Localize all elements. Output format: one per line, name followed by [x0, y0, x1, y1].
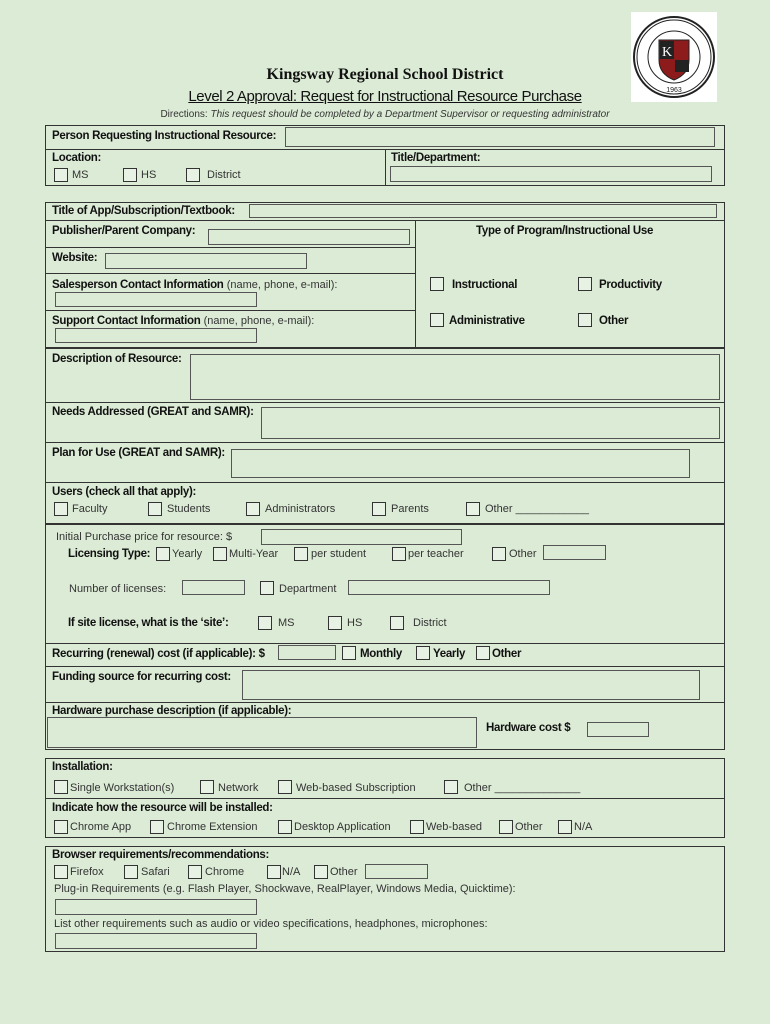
productivity-label: Productivity [599, 279, 662, 291]
ins-desktop-label: Desktop Application [294, 821, 391, 833]
plan-label: Plan for Use (GREAT and SAMR): [52, 447, 225, 459]
support-contact-input[interactable] [55, 328, 257, 343]
directions-label: Directions: [160, 109, 208, 120]
website-label: Website: [52, 252, 98, 264]
other-req-label: List other requirements such as audio or video specifications, headphones, microphones: [54, 918, 488, 930]
location-district-checkbox[interactable] [186, 168, 200, 182]
directions [0, 109, 770, 120]
support-contact-label [52, 315, 314, 327]
form-subtitle: Level 2 Approval: Request for Instructional Resource Purchase [188, 88, 582, 105]
site-hs-checkbox[interactable] [328, 616, 342, 630]
publisher-label: Publisher/Parent Company: [52, 225, 196, 237]
location-label: Location: [52, 152, 102, 164]
ins-chromeapp-label: Chrome App [70, 821, 132, 833]
lic-perteacher-checkbox[interactable] [392, 547, 406, 561]
sales-contact-input[interactable] [55, 292, 257, 307]
ins-chromeapp-checkbox[interactable] [54, 820, 68, 834]
district-title: Kingsway Regional School District [266, 66, 504, 83]
recurring-yearly-checkbox[interactable] [416, 646, 430, 660]
department-label: Department [279, 583, 337, 595]
needs-input[interactable] [261, 407, 720, 439]
br-other-checkbox[interactable] [314, 865, 328, 879]
users-admin-label: Administrators [265, 503, 336, 515]
installed-label: Indicate how the resource will be installed: [52, 802, 273, 814]
support-label-bold: Support Contact Information [52, 315, 201, 327]
seal-letter: K [661, 45, 673, 60]
funding-input[interactable] [242, 670, 700, 700]
ins-na-label: N/A [574, 821, 593, 833]
br-chrome-checkbox[interactable] [188, 865, 202, 879]
lic-perstudent-checkbox[interactable] [294, 547, 308, 561]
users-students-checkbox[interactable] [148, 502, 162, 516]
ins-webbased-label: Web-based [426, 821, 483, 833]
needs-label: Needs Addressed (GREAT and SAMR): [52, 406, 254, 418]
initial-price-label: Initial Purchase price for resource: $ [56, 531, 233, 543]
recurring-label: Recurring (renewal) cost (if applicable): $ [52, 648, 265, 660]
hardware-label: Hardware purchase description (if applicable): [52, 705, 292, 717]
sales-label-bold: Salesperson Contact Information [52, 279, 224, 291]
br-na-checkbox[interactable] [267, 865, 281, 879]
users-faculty-label: Faculty [72, 503, 108, 515]
publisher-input[interactable] [208, 229, 410, 245]
person-label: Person Requesting Instructional Resource: [52, 130, 277, 142]
br-firefox-checkbox[interactable] [54, 865, 68, 879]
location-ms-checkbox[interactable] [54, 168, 68, 182]
users-other-label: Other ____________ [485, 503, 589, 515]
department-input[interactable] [348, 580, 550, 595]
description-label: Description of Resource: [52, 353, 182, 365]
location-hs-checkbox[interactable] [123, 168, 137, 182]
plugin-input[interactable] [55, 899, 257, 915]
sales-contact-label [52, 279, 337, 291]
users-students-label: Students [167, 503, 211, 515]
program-type-label: Type of Program/Instructional Use [476, 225, 654, 237]
ins-na-checkbox[interactable] [558, 820, 572, 834]
users-label: Users (check all that apply): [52, 486, 197, 498]
hardware-input[interactable] [47, 717, 477, 748]
department-checkbox[interactable] [260, 581, 274, 595]
administrative-checkbox[interactable] [430, 313, 444, 327]
ins-chromeext-checkbox[interactable] [150, 820, 164, 834]
site-hs-label: HS [347, 617, 363, 629]
br-firefox-label: Firefox [70, 866, 104, 878]
location-hs-label: HS [141, 169, 157, 181]
hardware-cost-input[interactable] [587, 722, 649, 737]
br-na-label: N/A [282, 866, 301, 878]
lic-multiyear-checkbox[interactable] [213, 547, 227, 561]
app-title-label: Title of App/Subscription/Textbook: [52, 205, 235, 217]
lic-multiyear-label: Multi-Year [229, 548, 279, 560]
funding-label: Funding source for recurring cost: [52, 671, 231, 683]
inst-single-label: Single Workstation(s) [70, 782, 175, 794]
support-hint: (name, phone, e-mail): [203, 315, 315, 327]
hardware-cost-label: Hardware cost $ [486, 722, 571, 734]
recurring-yearly-label: Yearly [433, 648, 466, 660]
lic-perteacher-label: per teacher [408, 548, 464, 560]
title-dept-label: Title/Department: [391, 152, 481, 164]
br-other-label: Other [330, 866, 358, 878]
lic-other-input[interactable] [543, 545, 606, 560]
num-licenses-input[interactable] [182, 580, 245, 595]
recurring-monthly-checkbox[interactable] [342, 646, 356, 660]
program-other-checkbox[interactable] [578, 313, 592, 327]
ins-other-checkbox[interactable] [499, 820, 513, 834]
site-district-checkbox[interactable] [390, 616, 404, 630]
site-ms-checkbox[interactable] [258, 616, 272, 630]
lic-yearly-checkbox[interactable] [156, 547, 170, 561]
recurring-input[interactable] [278, 645, 336, 660]
ins-other-label: Other [515, 821, 543, 833]
ins-desktop-checkbox[interactable] [278, 820, 292, 834]
administrative-label: Administrative [449, 315, 525, 327]
plan-input[interactable] [231, 449, 690, 478]
program-other-label: Other [599, 315, 629, 327]
users-parents-checkbox[interactable] [372, 502, 386, 516]
licensing-label: Licensing Type: [68, 548, 151, 560]
site-ms-label: MS [278, 617, 295, 629]
inst-network-checkbox[interactable] [200, 780, 214, 794]
recurring-other-checkbox[interactable] [476, 646, 490, 660]
lic-yearly-label: Yearly [172, 548, 203, 560]
plugin-label: Plug-in Requirements (e.g. Flash Player, Shockwave, RealPlayer, Windows Media, Quicktime): [54, 883, 516, 895]
seal-year: 1963 [666, 87, 682, 94]
description-input[interactable] [190, 354, 720, 400]
users-parents-label: Parents [391, 503, 429, 515]
site-district-label: District [413, 617, 447, 629]
inst-web-checkbox[interactable] [278, 780, 292, 794]
initial-price-input[interactable] [261, 529, 462, 545]
instructional-checkbox[interactable] [430, 277, 444, 291]
installation-label: Installation: [52, 761, 113, 773]
users-other-checkbox[interactable] [466, 502, 480, 516]
app-title-input[interactable] [249, 204, 717, 218]
ins-chromeext-label: Chrome Extension [167, 821, 258, 833]
recurring-monthly-label: Monthly [360, 648, 402, 660]
productivity-checkbox[interactable] [578, 277, 592, 291]
inst-single-checkbox[interactable] [54, 780, 68, 794]
inst-other-checkbox[interactable] [444, 780, 458, 794]
location-ms-label: MS [72, 169, 89, 181]
users-admin-checkbox[interactable] [246, 502, 260, 516]
br-chrome-label: Chrome [205, 866, 245, 878]
num-licenses-label: Number of licenses: [69, 583, 167, 595]
person-input[interactable] [285, 127, 715, 147]
title-dept-input[interactable] [390, 166, 712, 182]
sales-hint: (name, phone, e-mail): [226, 279, 338, 291]
inst-network-label: Network [218, 782, 259, 794]
browser-label: Browser requirements/recommendations: [52, 849, 270, 861]
site-label: If site license, what is the ‘site’: [68, 617, 229, 629]
users-faculty-checkbox[interactable] [54, 502, 68, 516]
instructional-label: Instructional [452, 279, 518, 291]
other-req-input[interactable] [55, 933, 257, 949]
location-district-label: District [207, 169, 241, 181]
directions-text: This request should be completed by a Department Supervisor or requesting administrator [210, 109, 610, 120]
lic-perstudent-label: per student [311, 548, 367, 560]
ins-webbased-checkbox[interactable] [410, 820, 424, 834]
br-safari-label: Safari [141, 866, 170, 878]
inst-other-label: Other ______________ [464, 782, 581, 794]
inst-web-label: Web-based Subscription [296, 782, 416, 794]
br-other-input[interactable] [365, 864, 428, 879]
lic-other-checkbox[interactable] [492, 547, 506, 561]
recurring-other-label: Other [492, 648, 522, 660]
website-input[interactable] [105, 253, 307, 269]
br-safari-checkbox[interactable] [124, 865, 138, 879]
lic-other-label: Other [509, 548, 537, 560]
